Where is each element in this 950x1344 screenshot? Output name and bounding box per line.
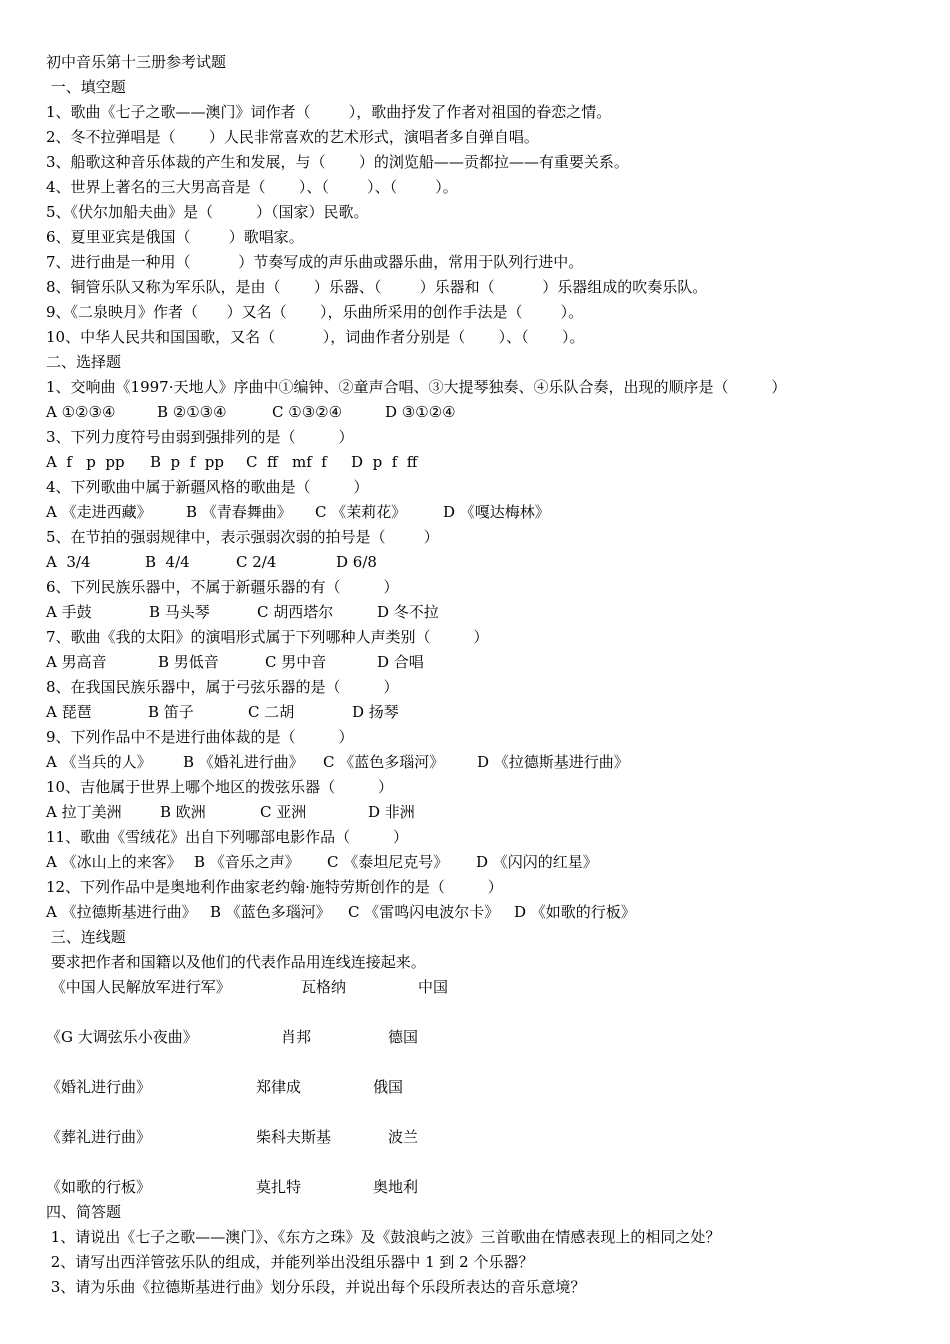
matching-work: 《G 大调弦乐小夜曲》 (46, 1028, 198, 1046)
choice-option: D 《拉德斯基进行曲》 (477, 753, 629, 771)
section-heading-choice: 二、选择题 (46, 353, 122, 371)
choice-option: C ff mf f (246, 453, 327, 471)
choice-option: A 男高音 (46, 653, 107, 671)
matching-country: 波兰 (388, 1128, 419, 1146)
choice-option: B 欧洲 (160, 803, 206, 821)
choice-question: 6、下列民族乐器中，不属于新疆乐器的有（ ） (46, 578, 399, 596)
fill-blank-item: 10、中华人民共和国国歌，又名（ ），词曲作者分别是（ ）、（ ）。 (46, 328, 585, 346)
choice-option: B 《青春舞曲》 (186, 503, 292, 521)
matching-instruction: 要求把作者和国籍以及他们的代表作品用连线连接起来。 (46, 953, 426, 971)
choice-option: B 马头琴 (149, 603, 210, 621)
choice-option: B 男低音 (158, 653, 219, 671)
choice-option: A ①②③④ (46, 403, 116, 421)
choice-option: B ②①③④ (157, 403, 227, 421)
matching-composer: 郑律成 (256, 1078, 302, 1096)
choice-option: D p f ff (351, 453, 418, 471)
matching-work: 《婚礼进行曲》 (46, 1078, 152, 1096)
choice-option: B 《音乐之声》 (194, 853, 300, 871)
choice-option: D 6/8 (336, 553, 377, 571)
choice-question: 7、歌曲《我的太阳》的演唱形式属于下列哪种人声类别（ ） (46, 628, 489, 646)
choice-option: D 冬不拉 (377, 603, 439, 621)
fill-blank-item: 7、进行曲是一种用（ ）节奏写成的声乐曲或器乐曲，常用于队列行进中。 (46, 253, 584, 271)
matching-work: 《葬礼进行曲》 (46, 1128, 152, 1146)
matching-country: 中国 (418, 978, 449, 996)
choice-option: A 手鼓 (46, 603, 92, 621)
document-title: 初中音乐第十三册参考试题 (46, 53, 227, 71)
choice-option: D 《如歌的行板》 (514, 903, 636, 921)
matching-composer: 瓦格纳 (301, 978, 347, 996)
short-answer-item: 1、请说出《七子之歌——澳门》、《东方之珠》及《鼓浪屿之波》三首歌曲在情感表现上的相同之处？ (46, 1228, 721, 1246)
short-answer-item: 3、请为乐曲《拉德斯基进行曲》划分乐段，并说出每个乐段所表达的音乐意境？ (46, 1278, 586, 1296)
choice-question: 5、在节拍的强弱规律中，表示强弱次弱的拍号是（ ） (46, 528, 439, 546)
choice-option: C 《雷鸣闪电波尔卡》 (348, 903, 500, 921)
matching-composer: 莫扎特 (256, 1178, 302, 1196)
choice-option: C 2/4 (236, 553, 277, 571)
choice-question: 3、下列力度符号由弱到强排列的是（ ） (46, 428, 354, 446)
choice-option: B 《蓝色多瑙河》 (210, 903, 331, 921)
choice-option: B 4/4 (145, 553, 190, 571)
fill-blank-item: 6、夏里亚宾是俄国（ ）歌唱家。 (46, 228, 304, 246)
choice-question: 9、下列作品中不是进行曲体裁的是（ ） (46, 728, 354, 746)
matching-composer: 柴科夫斯基 (256, 1128, 332, 1146)
choice-option: C 《茉莉花》 (315, 503, 407, 521)
choice-option: A 《当兵的人》 (46, 753, 152, 771)
choice-option: C 亚洲 (260, 803, 307, 821)
choice-option: C 《泰坦尼克号》 (327, 853, 449, 871)
choice-question: 4、下列歌曲中属于新疆风格的歌曲是（ ） (46, 478, 369, 496)
section-heading-fill-blank: 一、填空题 (46, 78, 126, 96)
choice-option: D 《闪闪的红星》 (476, 853, 598, 871)
choice-question: 1、交响曲《1997·天地人》序曲中①编钟、②童声合唱、③大提琴独奏、④乐队合奏，出现的顺序是（ ） (46, 378, 787, 396)
matching-country: 俄国 (373, 1078, 404, 1096)
fill-blank-item: 3、船歌这种音乐体裁的产生和发展，与（ ）的浏览船——贡都拉——有重要关系。 (46, 153, 629, 171)
section-heading-short-answer: 四、简答题 (46, 1203, 122, 1221)
fill-blank-item: 1、歌曲《七子之歌——澳门》词作者（ ），歌曲抒发了作者对祖国的眷恋之情。 (46, 103, 612, 121)
choice-option: D 非洲 (368, 803, 415, 821)
matching-work: 《如歌的行板》 (46, 1178, 152, 1196)
section-heading-matching: 三、连线题 (46, 928, 126, 946)
fill-blank-item: 5、《伏尔加船夫曲》是（ ）（国家）民歌。 (46, 203, 369, 221)
choice-option: C 男中音 (265, 653, 327, 671)
choice-option: D 扬琴 (352, 703, 399, 721)
choice-option: D ③①②④ (385, 403, 456, 421)
choice-option: C ①③②④ (272, 403, 343, 421)
choice-option: C 二胡 (248, 703, 295, 721)
choice-option: C 《蓝色多瑙河》 (323, 753, 445, 771)
matching-composer: 肖邦 (281, 1028, 312, 1046)
matching-work: 《中国人民解放军进行军》 (46, 978, 231, 996)
choice-option: B 《婚礼进行曲》 (183, 753, 304, 771)
matching-country: 德国 (388, 1028, 419, 1046)
matching-country: 奥地利 (373, 1178, 419, 1196)
choice-option: A f p pp (46, 453, 125, 471)
choice-option: A 《冰山上的来客》 (46, 853, 182, 871)
fill-blank-item: 2、冬不拉弹唱是（ ）人民非常喜欢的艺术形式，演唱者多自弹自唱。 (46, 128, 539, 146)
fill-blank-item: 4、世界上著名的三大男高音是（ ）、（ ）、（ ）。 (46, 178, 458, 196)
choice-option: A 《走进西藏》 (46, 503, 152, 521)
choice-option: D 合唱 (377, 653, 424, 671)
choice-option: B p f pp (150, 453, 224, 471)
fill-blank-item: 8、铜管乐队又称为军乐队，是由（ ）乐器、（ ）乐器和（ ）乐器组成的吹奏乐队。 (46, 278, 708, 296)
choice-option: C 胡西塔尔 (257, 603, 334, 621)
fill-blank-item: 9、《二泉映月》作者（ ）又名（ ），乐曲所采用的创作手法是（ ）。 (46, 303, 584, 321)
choice-question: 12、下列作品中是奥地利作曲家老约翰·施特劳斯创作的是（ ） (46, 878, 503, 896)
choice-question: 8、在我国民族乐器中，属于弓弦乐器的是（ ） (46, 678, 399, 696)
short-answer-item: 2、请写出西洋管弦乐队的组成，并能列举出没组乐器中 1 到 2 个乐器？ (46, 1253, 534, 1271)
choice-option: A 琵琶 (46, 703, 92, 721)
choice-question: 11、歌曲《雪绒花》出自下列哪部电影作品（ ） (46, 828, 409, 846)
choice-option: A 拉丁美洲 (46, 803, 122, 821)
choice-option: D 《嘎达梅林》 (443, 503, 550, 521)
choice-option: A 《拉德斯基进行曲》 (46, 903, 197, 921)
choice-option: B 笛子 (148, 703, 194, 721)
choice-option: A 3/4 (46, 553, 91, 571)
choice-question: 10、吉他属于世界上哪个地区的拨弦乐器（ ） (46, 778, 394, 796)
